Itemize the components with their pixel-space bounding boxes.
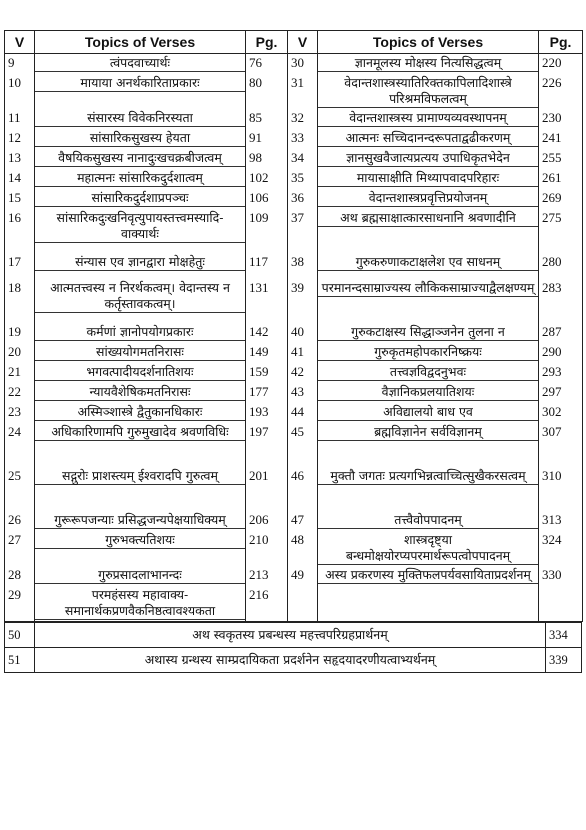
verse-number — [5, 566, 35, 586]
verse-number — [5, 129, 35, 149]
page-number-text: 159 — [249, 363, 269, 379]
footer-row — [5, 648, 582, 673]
verse-topic-text: वेदान्तशास्त्रस्य प्रामाण्यव्यवस्थापनम् — [318, 110, 538, 127]
page-number — [539, 323, 583, 343]
page-number-text: 109 — [249, 209, 269, 225]
verse-number-text: 18 — [8, 279, 21, 295]
page-number: 339 — [546, 648, 582, 673]
verse-topic-text: ब्रह्मविज्ञानेन सर्वविज्ञानम् — [318, 424, 538, 441]
verse-number — [288, 363, 318, 383]
verse-number-text: 39 — [291, 279, 304, 295]
verse-number — [288, 169, 318, 189]
verse-topic-text: गुरुकरुणाकटाक्षलेश एव साधनम् — [318, 254, 538, 271]
page-number-text: 230 — [542, 109, 562, 125]
verse-number-text: 29 — [8, 586, 21, 602]
page-number — [539, 149, 583, 169]
verse-topic — [35, 189, 246, 209]
toc-footer-table — [4, 622, 582, 673]
toc-row — [5, 253, 583, 279]
verse-topic — [35, 149, 246, 169]
page-number — [246, 423, 288, 467]
verse-number-text: 11 — [8, 109, 21, 125]
right-pg-header: Pg. — [539, 31, 583, 54]
footer-row — [5, 623, 582, 648]
page-number — [246, 253, 288, 279]
page-number-text: 293 — [542, 363, 562, 379]
verse-number-text: 47 — [291, 511, 304, 527]
page-number — [246, 531, 288, 566]
page-number-text: 275 — [542, 209, 562, 225]
toc-row — [5, 467, 583, 511]
page-number-text: 283 — [542, 279, 562, 295]
verse-topic — [35, 363, 246, 383]
page-number-text: 241 — [542, 129, 562, 145]
verse-number-text: 12 — [8, 129, 21, 145]
verse-topic-text: अधिकारिणामपि गुरुमुखादेव श्रवणविधिः — [35, 424, 245, 441]
page-number-text: 80 — [249, 74, 262, 90]
verse-topic — [35, 531, 246, 566]
verse-topic-text: ज्ञानमूलस्य मोक्षस्य नित्यसिद्धत्वम् — [318, 55, 538, 72]
verse-topic — [318, 149, 539, 169]
verse-topic-text: अविद्यालयो बाध एव — [318, 404, 538, 421]
page-number-text: 261 — [542, 169, 562, 185]
verse-topic-text: परमहंसस्य महावाक्य-समानार्थकप्रणवैकनिष्ठत्वावश्यकता — [35, 587, 245, 620]
verse-topic — [318, 467, 539, 511]
verse-topic — [35, 74, 246, 109]
page-number — [246, 74, 288, 109]
verse-number — [5, 511, 35, 531]
verse-number-text: 40 — [291, 323, 304, 339]
toc-row — [5, 343, 583, 363]
page-number — [246, 343, 288, 363]
page-number — [539, 511, 583, 531]
verse-topic — [35, 54, 246, 74]
verse-number-text: 21 — [8, 363, 21, 379]
toc-row — [5, 586, 583, 622]
left-topics-header: Topics of Verses — [35, 31, 246, 54]
verse-topic: अथ स्वकृतस्य प्रबन्धस्य महत्त्वपरिग्रहप्रार्थनम् — [35, 623, 546, 648]
verse-number — [288, 74, 318, 109]
verse-number-text: 37 — [291, 209, 304, 225]
verse-number — [288, 511, 318, 531]
verse-number-text: 41 — [291, 343, 304, 359]
verse-topic-text: सांख्ययोगमतनिरासः — [35, 344, 245, 361]
page-number-text: 213 — [249, 566, 269, 582]
page-number — [246, 323, 288, 343]
verse-topic-text: कर्मणां ज्ञानोपयोगप्रकारः — [35, 324, 245, 341]
page-number-text: 302 — [542, 403, 562, 419]
verse-topic-text: अथ ब्रह्मसाक्षात्कारसाधनानि श्रवणादीनि — [318, 210, 538, 227]
verse-topic-text: अस्य प्रकरणस्य मुक्तिफलपर्यवसायिताप्रदर्शनम् — [318, 567, 538, 584]
page-number — [539, 279, 583, 323]
verse-topic-text: तत्त्वैवोपपादनम् — [318, 512, 538, 529]
page-number-text: 313 — [542, 511, 562, 527]
verse-number — [5, 169, 35, 189]
toc-row — [5, 423, 583, 467]
verse-number-text: 30 — [291, 55, 304, 70]
empty-cell — [539, 586, 583, 622]
page-number — [246, 383, 288, 403]
verse-topic-text: गुरुप्रसादलाभानन्दः — [35, 567, 245, 584]
page-number-text: 226 — [542, 74, 562, 90]
page-number-text: 201 — [249, 467, 269, 483]
verse-topic — [35, 169, 246, 189]
page-number — [539, 54, 583, 74]
verse-number-text: 34 — [291, 149, 304, 165]
verse-number — [288, 129, 318, 149]
page-number — [246, 169, 288, 189]
verse-topic — [35, 209, 246, 253]
verse-topic-text: गुरुकृतमहोपकारनिष्क्रयः — [318, 344, 538, 361]
page-number-text: 197 — [249, 423, 269, 439]
verse-topic — [35, 279, 246, 323]
toc-row — [5, 363, 583, 383]
verse-topic — [318, 129, 539, 149]
verse-topic-text: भगवत्पादीयदर्शनातिशयः — [35, 364, 245, 381]
verse-number — [288, 149, 318, 169]
page-number-text: 117 — [249, 253, 269, 269]
verse-number-text: 44 — [291, 403, 304, 419]
page-number — [246, 403, 288, 423]
right-topics-header: Topics of Verses — [318, 31, 539, 54]
verse-number — [5, 423, 35, 467]
verse-topic — [318, 363, 539, 383]
verse-number-text: 48 — [291, 531, 304, 547]
verse-number — [288, 323, 318, 343]
verse-number — [5, 109, 35, 129]
verse-topic-text: शास्त्रदृष्ट्या बन्धमोक्षयोरप्यपरमार्थरूपत्वोपपादनम् — [318, 532, 538, 565]
verse-number — [5, 403, 35, 423]
verse-topic — [35, 467, 246, 511]
verse-topic — [35, 383, 246, 403]
page-number — [246, 149, 288, 169]
verse-topic — [35, 109, 246, 129]
page-number-text: 131 — [249, 279, 269, 295]
page-number-text: 220 — [542, 55, 562, 70]
toc-row — [5, 403, 583, 423]
verse-number-text: 22 — [8, 383, 21, 399]
page-number-text: 280 — [542, 253, 562, 269]
page-number-text: 206 — [249, 511, 269, 527]
verse-number-text: 31 — [291, 74, 304, 90]
verse-number: 50 — [5, 623, 35, 648]
verse-number — [288, 109, 318, 129]
page-number — [539, 343, 583, 363]
verse-number — [5, 149, 35, 169]
verse-topic-text: वेदान्तशास्त्रस्यातिरिक्तकापिलादिशास्त्रे परिश्रमविफलत्वम् — [318, 75, 538, 108]
page-number — [539, 109, 583, 129]
verse-number-text: 49 — [291, 566, 304, 582]
verse-number-text: 16 — [8, 209, 21, 225]
verse-topic-text: सांसारिकदुर्दशाप्रपञ्चः — [35, 190, 245, 207]
page-number-text: 307 — [542, 423, 562, 439]
verse-topic-text: परमानन्दसाम्राज्यस्य लौकिकसाम्राज्याद्वैलक्षण्यम् — [318, 280, 538, 297]
toc-row — [5, 189, 583, 209]
toc-table — [4, 30, 583, 622]
page-number — [246, 209, 288, 253]
page-number-text: 193 — [249, 403, 269, 419]
verse-number — [288, 531, 318, 566]
page-number-text: 106 — [249, 189, 269, 205]
verse-number-text: 15 — [8, 189, 21, 205]
verse-number-text: 25 — [8, 467, 21, 483]
verse-topic — [35, 403, 246, 423]
toc-row — [5, 149, 583, 169]
verse-topic — [318, 74, 539, 109]
verse-topic-text: आत्मनः सच्चिदानन्दरूपताद्वढीकरणम् — [318, 130, 538, 147]
verse-topic — [35, 586, 246, 622]
page-number-text: 330 — [542, 566, 562, 582]
page-number — [246, 511, 288, 531]
verse-number — [5, 323, 35, 343]
verse-topic-text: सांसारिकसुखस्य हेयता — [35, 130, 245, 147]
verse-topic-text: गुरुभक्त्यतिशयः — [35, 532, 245, 549]
verse-topic — [318, 403, 539, 423]
verse-number — [288, 253, 318, 279]
page-number-text: 76 — [249, 55, 262, 70]
page-number — [539, 566, 583, 586]
toc-row — [5, 511, 583, 531]
empty-cell — [288, 586, 318, 622]
verse-topic-text: सद्गुरोः प्राशस्त्यम् ईश्वरादपि गुरुत्वम् — [35, 468, 245, 485]
toc-row — [5, 279, 583, 323]
page-number — [539, 423, 583, 467]
verse-topic-text: वैज्ञानिकप्रलयातिशयः — [318, 384, 538, 401]
page-number — [246, 129, 288, 149]
toc-row — [5, 109, 583, 129]
verse-number-text: 36 — [291, 189, 304, 205]
verse-number — [5, 189, 35, 209]
verse-topic — [318, 253, 539, 279]
verse-number — [5, 343, 35, 363]
right-v-header: V — [288, 31, 318, 54]
verse-topic — [318, 566, 539, 586]
page-number — [539, 403, 583, 423]
verse-number-text: 14 — [8, 169, 21, 185]
verse-topic-text: मायासाक्षीति मिथ्यापवादपरिहारः — [318, 170, 538, 187]
verse-number-text: 43 — [291, 383, 304, 399]
verse-topic — [35, 323, 246, 343]
page-number: 334 — [546, 623, 582, 648]
toc-footer-body — [5, 623, 582, 673]
verse-number — [288, 189, 318, 209]
verse-topic — [35, 511, 246, 531]
verse-topic-text: वैषयिकसुखस्य नानादुःखचक्रबीजत्वम् — [35, 150, 245, 167]
verse-number-text: 27 — [8, 531, 21, 547]
verse-topic — [318, 343, 539, 363]
verse-topic-text: ज्ञानसुखवैजात्यप्रत्यय उपाधिकृतभेदेन — [318, 150, 538, 167]
page-number-text: 287 — [542, 323, 562, 339]
verse-number — [5, 279, 35, 323]
toc-row — [5, 169, 583, 189]
page-number — [539, 363, 583, 383]
verse-number — [5, 586, 35, 622]
verse-number — [5, 253, 35, 279]
toc-header-row — [5, 31, 583, 54]
verse-number-text: 26 — [8, 511, 21, 527]
page-number-text: 98 — [249, 149, 262, 165]
verse-topic-text: संसारस्य विवेकनिरस्यता — [35, 110, 245, 127]
page-number — [246, 363, 288, 383]
verse-topic — [35, 253, 246, 279]
verse-topic — [318, 169, 539, 189]
verse-number-text: 33 — [291, 129, 304, 145]
verse-number-text: 45 — [291, 423, 304, 439]
page-number-text: 310 — [542, 467, 562, 483]
toc-body — [5, 54, 583, 622]
verse-topic — [318, 279, 539, 323]
page-number — [539, 209, 583, 253]
verse-number-text: 42 — [291, 363, 304, 379]
verse-topic — [318, 511, 539, 531]
toc-page — [4, 30, 582, 673]
verse-number — [288, 383, 318, 403]
verse-number-text: 32 — [291, 109, 304, 125]
page-number-text: 177 — [249, 383, 269, 399]
page-number — [539, 169, 583, 189]
page-number — [539, 129, 583, 149]
verse-topic-text: तत्त्वज्ञविद्वदनुभवः — [318, 364, 538, 381]
verse-topic-text: मायाया अनर्थकारिताप्रकारः — [35, 75, 245, 92]
page-number — [539, 467, 583, 511]
verse-topic-text: गुरुकटाक्षस्य सिद्धाञ्जनेन तुलना न — [318, 324, 538, 341]
page-number — [246, 586, 288, 622]
page-number-text: 85 — [249, 109, 262, 125]
verse-number — [5, 74, 35, 109]
verse-topic-text: मुक्तौ जगतः प्रत्यगभिन्नत्वाच्चित्सुखैकरसत्वम् — [318, 468, 538, 485]
verse-number-text: 28 — [8, 566, 21, 582]
page-number — [246, 189, 288, 209]
page-number-text: 290 — [542, 343, 562, 359]
toc-row — [5, 129, 583, 149]
page-number-text: 297 — [542, 383, 562, 399]
verse-topic-text: न्यायवैशेषिकमतनिरासः — [35, 384, 245, 401]
verse-topic-text: अस्मिञ्शास्त्रे द्वैतुकानधिकारः — [35, 404, 245, 421]
verse-number — [288, 279, 318, 323]
verse-topic — [318, 209, 539, 253]
verse-number-text: 35 — [291, 169, 304, 185]
verse-number-text: 23 — [8, 403, 21, 419]
verse-number — [5, 54, 35, 74]
toc-row — [5, 54, 583, 74]
page-number-text: 142 — [249, 323, 269, 339]
verse-number-text: 20 — [8, 343, 21, 359]
verse-topic-text: संन्यास एव ज्ञानद्वारा मोक्षहेतुः — [35, 254, 245, 271]
verse-topic-text: वेदान्तशास्त्रप्रवृत्तिप्रयोजनम् — [318, 190, 538, 207]
verse-number — [5, 467, 35, 511]
toc-row — [5, 383, 583, 403]
verse-topic-text: गुरूरूपजन्याः प्रसिद्धजन्यपेक्षयाधिक्यम् — [35, 512, 245, 529]
verse-topic — [318, 383, 539, 403]
page-number-text: 91 — [249, 129, 262, 145]
verse-number-text: 46 — [291, 467, 304, 483]
verse-number — [288, 467, 318, 511]
verse-topic — [35, 566, 246, 586]
page-number — [539, 189, 583, 209]
left-pg-header: Pg. — [246, 31, 288, 54]
verse-number — [5, 531, 35, 566]
toc-row — [5, 74, 583, 109]
verse-topic — [35, 423, 246, 467]
verse-number: 51 — [5, 648, 35, 673]
verse-topic — [318, 54, 539, 74]
verse-number — [5, 363, 35, 383]
page-number — [539, 253, 583, 279]
toc-row — [5, 209, 583, 253]
verse-number — [5, 209, 35, 253]
verse-topic-text: सांसारिकदुःखनिवृत्युपायस्तत्त्वमस्यादि-वाक्यार्थः — [35, 210, 245, 243]
verse-topic-text: त्वंपदवाच्यार्थः — [35, 55, 245, 72]
page-number-text: 149 — [249, 343, 269, 359]
verse-number — [288, 54, 318, 74]
toc-row — [5, 566, 583, 586]
verse-number-text: 38 — [291, 253, 304, 269]
page-number-text: 324 — [542, 531, 562, 547]
page-number — [539, 74, 583, 109]
verse-topic — [318, 423, 539, 467]
verse-topic: अथास्य ग्रन्थस्य साम्प्रदायिकता प्रदर्शनेन सहृदयादरणीयत्वाभ्यर्थनम् — [35, 648, 546, 673]
page-number-text: 210 — [249, 531, 269, 547]
verse-number-text: 9 — [8, 55, 15, 70]
verse-number — [288, 423, 318, 467]
verse-number — [288, 209, 318, 253]
empty-cell — [318, 586, 539, 622]
verse-number-text: 10 — [8, 74, 21, 90]
verse-number-text: 24 — [8, 423, 21, 439]
page-number — [246, 109, 288, 129]
page-number — [539, 531, 583, 566]
page-number-text: 269 — [542, 189, 562, 205]
verse-number-text: 13 — [8, 149, 21, 165]
verse-topic-text: महात्मनः सांसारिकदुर्दशात्वम् — [35, 170, 245, 187]
page-number-text: 102 — [249, 169, 269, 185]
page-number — [539, 383, 583, 403]
left-v-header: V — [5, 31, 35, 54]
verse-number — [5, 383, 35, 403]
verse-number-text: 19 — [8, 323, 21, 339]
verse-topic — [318, 531, 539, 566]
verse-topic-text: आत्मतत्त्वस्य न निरर्थकत्वम्। वेदान्तस्य न कर्तृस्तावकत्वम्। — [35, 280, 245, 313]
page-number — [246, 566, 288, 586]
page-number — [246, 279, 288, 323]
page-number — [246, 54, 288, 74]
verse-number — [288, 403, 318, 423]
verse-topic — [318, 323, 539, 343]
verse-number — [288, 566, 318, 586]
verse-number — [288, 343, 318, 363]
page-number-text: 255 — [542, 149, 562, 165]
page-number — [246, 467, 288, 511]
verse-topic — [318, 189, 539, 209]
verse-topic — [35, 343, 246, 363]
page-number-text: 216 — [249, 586, 269, 602]
verse-topic — [318, 109, 539, 129]
toc-row — [5, 323, 583, 343]
verse-number-text: 17 — [8, 253, 21, 269]
verse-topic — [35, 129, 246, 149]
toc-row — [5, 531, 583, 566]
